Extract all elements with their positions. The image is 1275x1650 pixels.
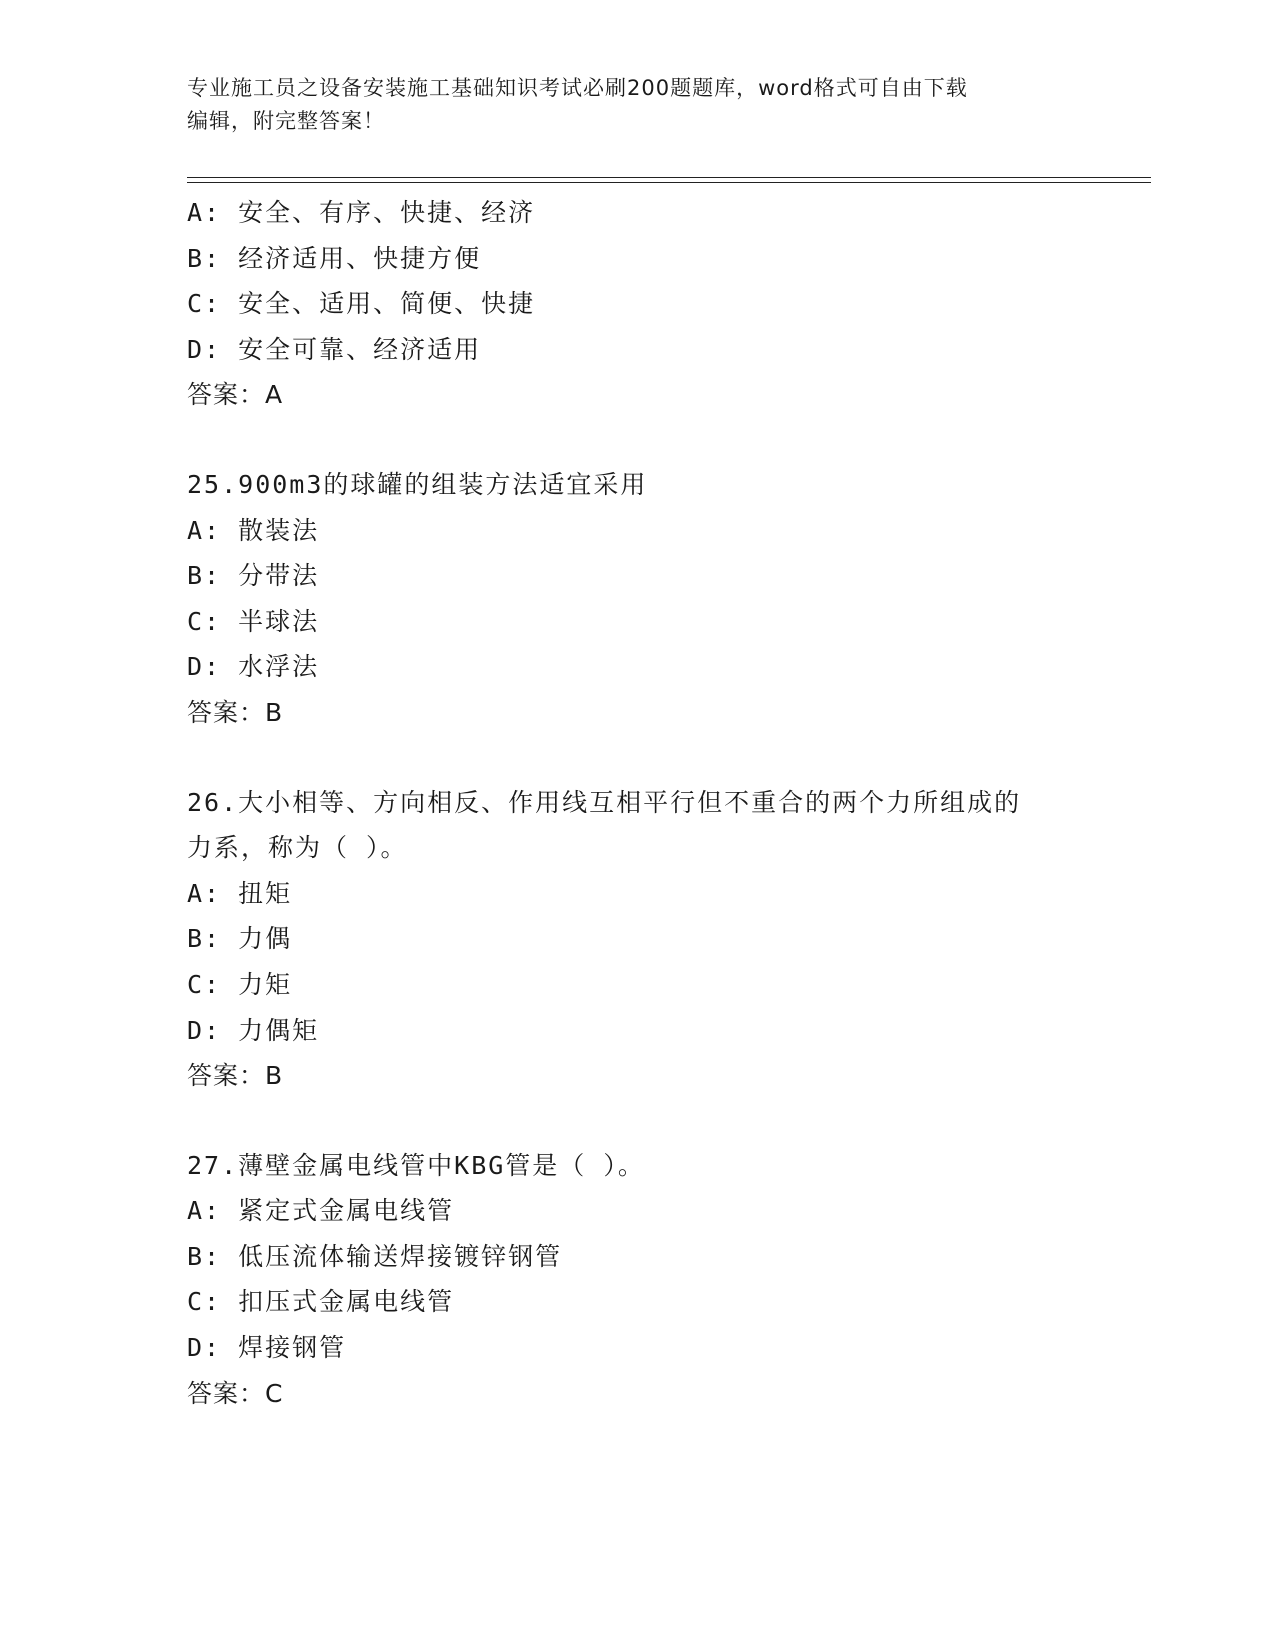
- option-b: B: 分带法: [187, 561, 320, 591]
- option-d: D: 焊接钢管: [187, 1333, 347, 1363]
- question-gap: [187, 418, 1137, 462]
- header-line-2: 编辑，附完整答案！: [187, 109, 385, 133]
- question-block: [187, 462, 1137, 736]
- answer-line: 答案：C: [187, 1378, 284, 1408]
- header-divider-bottom: [187, 182, 1151, 183]
- option-a: A: 安全、有序、快捷、经济: [187, 198, 536, 227]
- option-c: C: 半球法: [187, 606, 320, 636]
- option-c: C: 扣压式金属电线管: [187, 1287, 455, 1317]
- question-gap: [187, 736, 1137, 780]
- option-b: B: 低压流体输送焊接镀锌钢管: [187, 1241, 563, 1271]
- question-block: [187, 1143, 1137, 1417]
- option-c: C: 安全、适用、简便、快捷: [187, 289, 536, 319]
- question-stem: 26.大小相等、方向相反、作用线互相平行但不重合的两个力所组成的: [187, 787, 1022, 817]
- question-gap: [187, 1099, 1137, 1143]
- question-stem: 25.900m3的球罐的组装方法适宜采用: [187, 469, 648, 499]
- header-divider-top: [187, 177, 1151, 178]
- option-d: D: 水浮法: [187, 652, 320, 682]
- option-b: B: 力偶: [187, 924, 293, 954]
- option-c: C: 力矩: [187, 969, 293, 999]
- answer-line: 答案：A: [187, 380, 284, 410]
- header-line-1: 专业施工员之设备安装施工基础知识考试必刷200题题库，word格式可自由下载: [187, 76, 968, 100]
- question-list: [187, 190, 1137, 1416]
- option-d: D: 力偶矩: [187, 1015, 320, 1045]
- question-stem: 27.薄壁金属电线管中KBG管是（ ）。: [187, 1150, 645, 1180]
- question-stem-continued: 力系，称为（ ）。: [187, 833, 408, 863]
- option-a: A: 紧定式金属电线管: [187, 1196, 455, 1226]
- answer-line: 答案：B: [187, 1061, 284, 1091]
- option-a: A: 散装法: [187, 515, 320, 545]
- question-block: [187, 780, 1137, 1099]
- option-b: B: 经济适用、快捷方便: [187, 243, 482, 273]
- question-block: [187, 190, 1137, 418]
- document-header: [187, 72, 1087, 138]
- option-d: D: 安全可靠、经济适用: [187, 334, 482, 364]
- answer-line: 答案：B: [187, 697, 284, 727]
- option-a: A: 扭矩: [187, 878, 293, 908]
